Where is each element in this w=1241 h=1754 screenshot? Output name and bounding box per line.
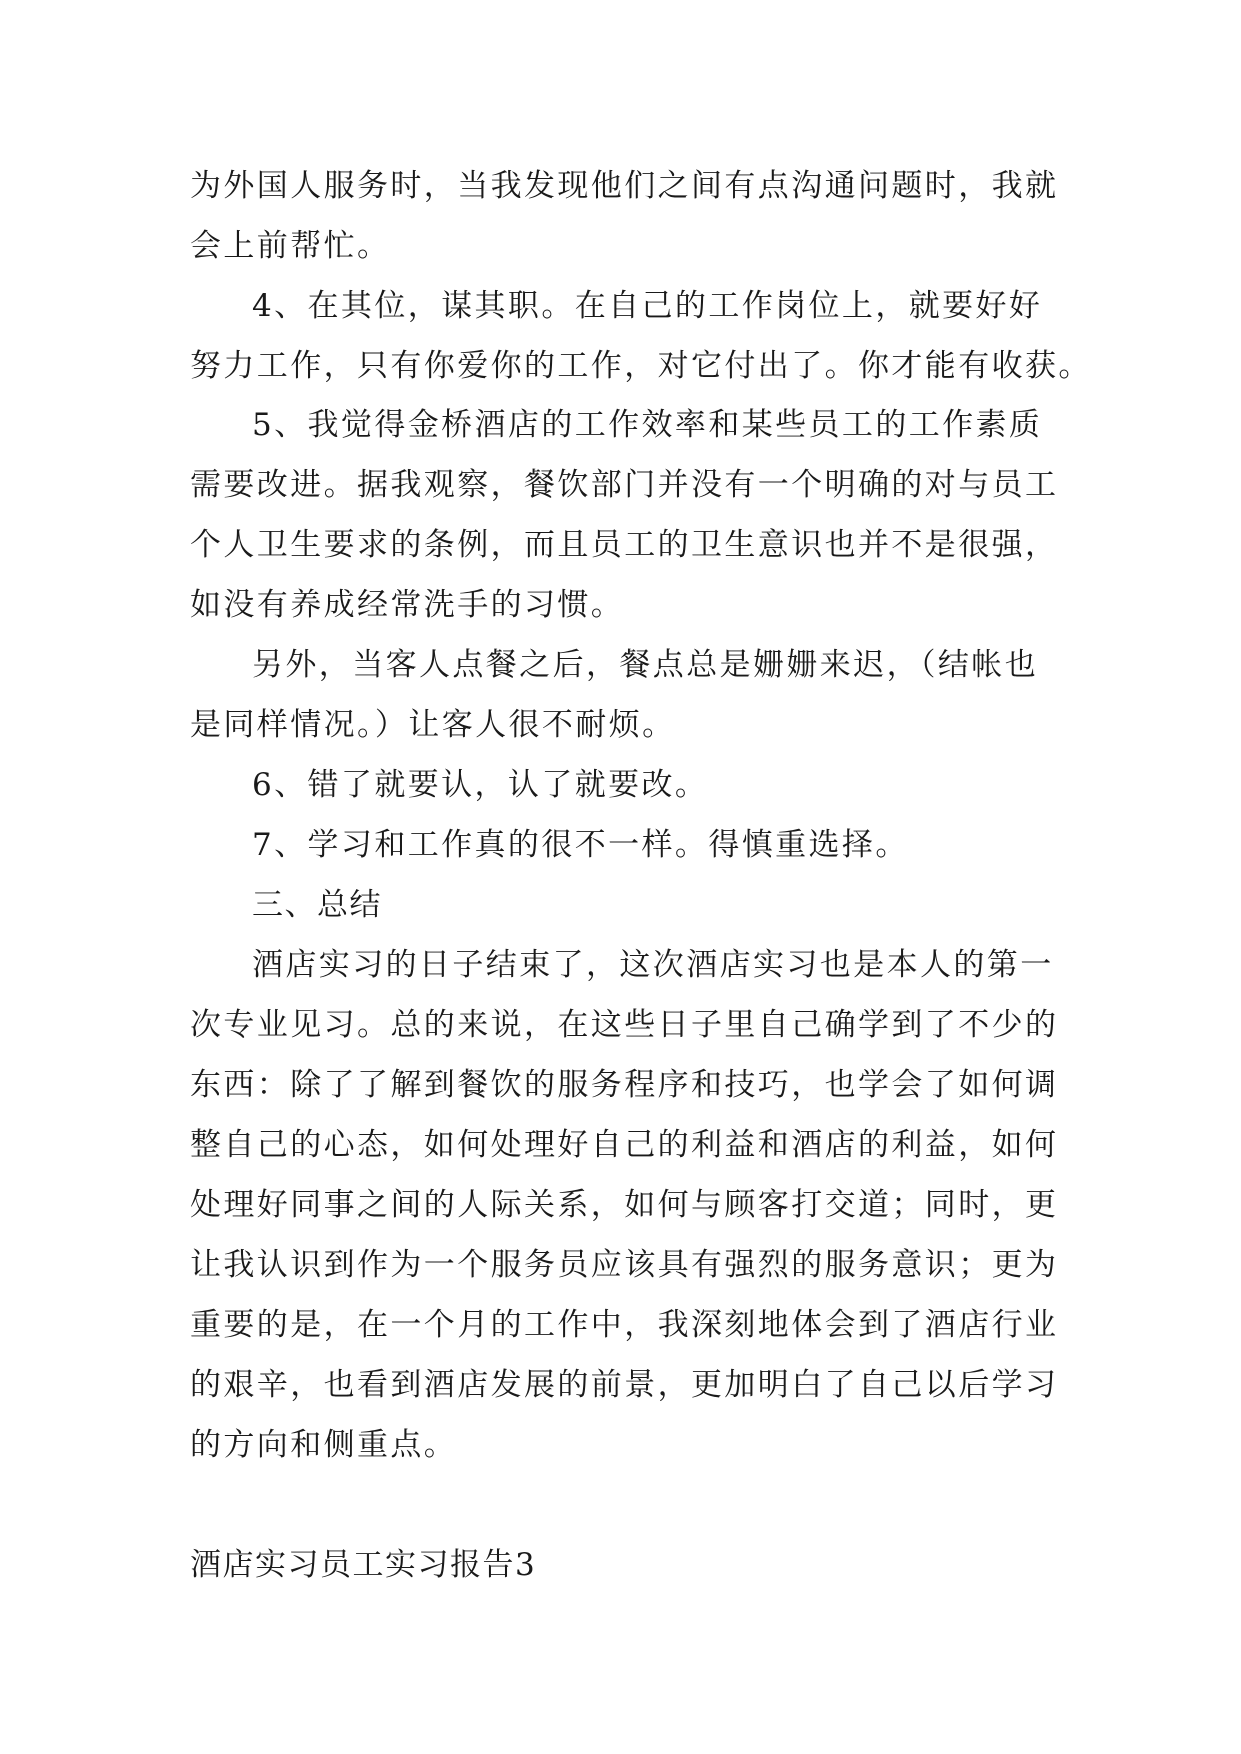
text-line: 让我认识到作为一个服务员应该具有强烈的服务意识；更为 [190, 1247, 1059, 1283]
text-line: 如没有养成经常洗手的习惯。 [190, 587, 625, 623]
text-line: 酒店实习的日子结束了，这次酒店实习也是本人的第一 [252, 947, 1054, 983]
text-line: 需要改进。据我观察，餐饮部门并没有一个明确的对与员工 [190, 467, 1059, 503]
section-heading: 三、总结 [252, 887, 382, 923]
text-line: 7、学习和工作真的很不一样。得慎重选择。 [252, 827, 909, 863]
text-line: 另外，当客人点餐之后，餐点总是姗姗来迟，（结帐也 [252, 647, 1039, 683]
text-line: 4、在其位，谋其职。在自己的工作岗位上，就要好好 [252, 288, 1043, 324]
text-line: 重要的是，在一个月的工作中，我深刻地体会到了酒店行业 [190, 1307, 1059, 1343]
text-line: 东西：除了了解到餐饮的服务程序和技巧，也学会了如何调 [190, 1067, 1059, 1103]
text-line: 处理好同事之间的人际关系，如何与顾客打交道；同时，更 [190, 1187, 1059, 1223]
text-line: 为外国人服务时，当我发现他们之间有点沟通问题时，我就 [190, 168, 1059, 204]
text-line: 6、错了就要认，认了就要改。 [252, 767, 709, 803]
text-line: 整自己的心态，如何处理好自己的利益和酒店的利益，如何 [190, 1127, 1059, 1163]
text-line: 努力工作，只有你爱你的工作，对它付出了。你才能有收获。 [190, 348, 1092, 384]
text-line: 5、我觉得金桥酒店的工作效率和某些员工的工作素质 [252, 407, 1043, 443]
document-heading: 酒店实习员工实习报告3 [190, 1547, 537, 1583]
text-line: 次专业见习。总的来说，在这些日子里自己确学到了不少的 [190, 1007, 1059, 1043]
text-line: 是同样情况。）让客人很不耐烦。 [190, 707, 676, 743]
text-line: 的方向和侧重点。 [190, 1427, 458, 1463]
text-line: 的艰辛，也看到酒店发展的前景，更加明白了自己以后学习 [190, 1367, 1059, 1403]
text-line: 个人卫生要求的条例，而且员工的卫生意识也并不是很强， [190, 527, 1059, 563]
text-line: 会上前帮忙。 [190, 228, 391, 264]
